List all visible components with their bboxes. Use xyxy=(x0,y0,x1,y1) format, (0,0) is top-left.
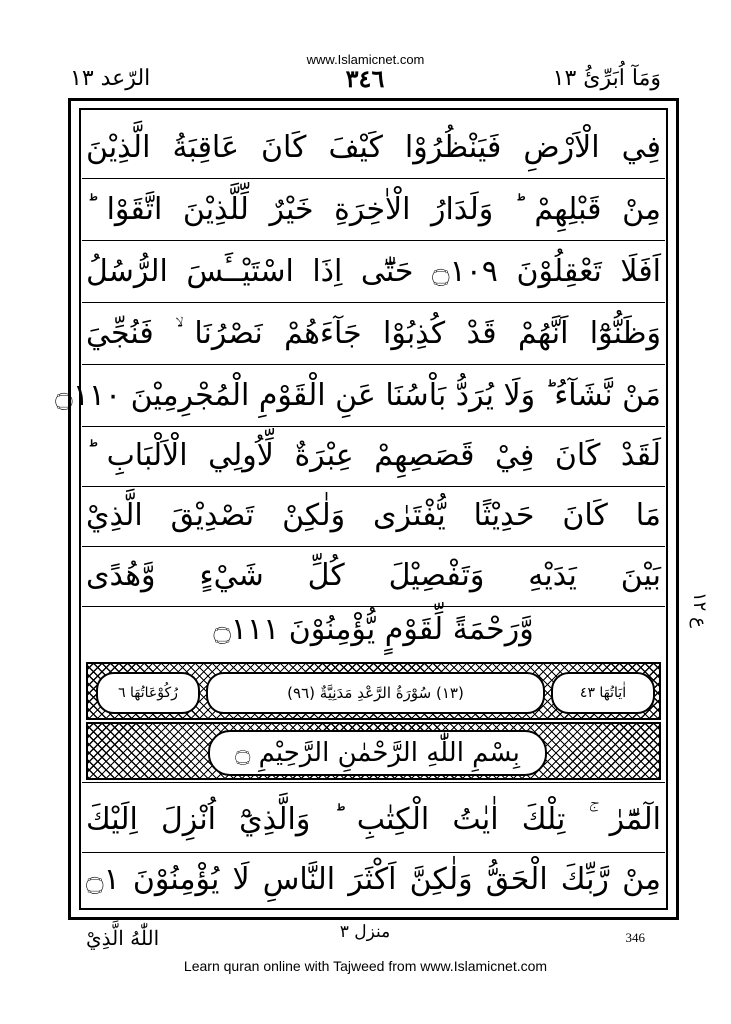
verse-line-3: اَفَلَا تَعْقِلُوْنَ ۝١٠٩ حَتّٰٓى اِذَا اسْتَيْــَٔسَ الرُّسُلُ xyxy=(86,254,661,289)
manzil-marker: منزل ٣ xyxy=(339,922,391,942)
bismillah: بِسْمِ اللّٰهِ الرَّحْمٰنِ الرَّحِيْمِ ۝ xyxy=(208,730,547,776)
verse-line-9: وَّرَحْمَةً لِّقَوْمٍ يُّؤْمِنُوْنَ ۝١١١ xyxy=(213,612,534,647)
verse-line-6: لَقَدْ كَانَ فِيْ قَصَصِهِمْ عِبْرَةٌ لِّاُولِي الْاَلْبَابِ ؕ xyxy=(86,438,661,473)
verse-line-8: بَيْنَ يَدَيْهِ وَتَفْصِيْلَ كُلِّ شَيْءٍ وَّهُدًى xyxy=(86,558,661,593)
ayat-count: اٰيَاتُهَا ٤٣ xyxy=(551,672,655,714)
bismillah-banner xyxy=(86,722,661,780)
rukus-count: رُكُوْعَاتُهَا ٦ xyxy=(96,672,200,714)
verse-line-7: مَا كَانَ حَدِيْثًا يُّفْتَرٰى وَلٰكِنْ تَصْدِيْقَ الَّذِيْ xyxy=(86,498,661,533)
verse-line-1: فِي الْاَرْضِ فَيَنْظُرُوْا كَيْفَ كَانَ عَاقِبَةُ الَّذِيْنَ xyxy=(86,130,661,165)
page-number: 346 xyxy=(625,930,645,945)
ruku-marker: ع ١٢ xyxy=(689,592,710,628)
footer-tagline: Learn quran online with Tajweed from www.Islamicnet.com xyxy=(183,958,548,974)
line-separator xyxy=(82,782,665,783)
verse-line-4: وَظَنُّوْٓا اَنَّهُمْ قَدْ كُذِبُوْا جَآءَهُمْ نَصْرُنَا ۙ فَنُجِّيَ xyxy=(86,316,661,351)
surah-marker: الرّعد ١٣ xyxy=(70,66,151,91)
verse-line-5: مَنْ نَّشَآءُ ؕ وَلَا يُرَدُّ بَاْسُنَا عَنِ الْقَوْمِ الْمُجْرِمِيْنَ ۝١١٠ xyxy=(55,378,661,413)
surah-title: (١٣) سُوْرَةُ الرَّعْدِ مَدَنِيَّةٌ (٩٦) xyxy=(206,672,545,714)
catchword: اللّٰهُ الَّذِيْ xyxy=(86,926,160,950)
verse-line-2: مِنْ قَبْلِهِمْ ؕ وَلَدَارُ الْاٰخِرَةِ خَيْرٌ لِّلَّذِيْنَ اتَّقَوْا ؕ xyxy=(86,192,661,227)
surah-title-banner xyxy=(86,662,661,720)
verse-line-11: مِنْ رَّبِّكَ الْحَقُّ وَلٰكِنَّ اَكْثَرَ النَّاسِ لَا يُؤْمِنُوْنَ ۝١ xyxy=(86,862,661,897)
line-separator xyxy=(82,790,665,853)
verse-line-10: الٓمّٓرٰ ۚ تِلْكَ اٰيٰتُ الْكِتٰبِ ؕ وَالَّذِيْٓ اُنْزِلَ اِلَيْكَ xyxy=(86,802,661,837)
website-header: www.Islamicnet.com xyxy=(306,52,425,67)
para-marker: وَمَآ اُبَرِّئُ ١٣ xyxy=(552,66,661,91)
page-number-arabic: ٣٤٦ xyxy=(345,64,385,93)
